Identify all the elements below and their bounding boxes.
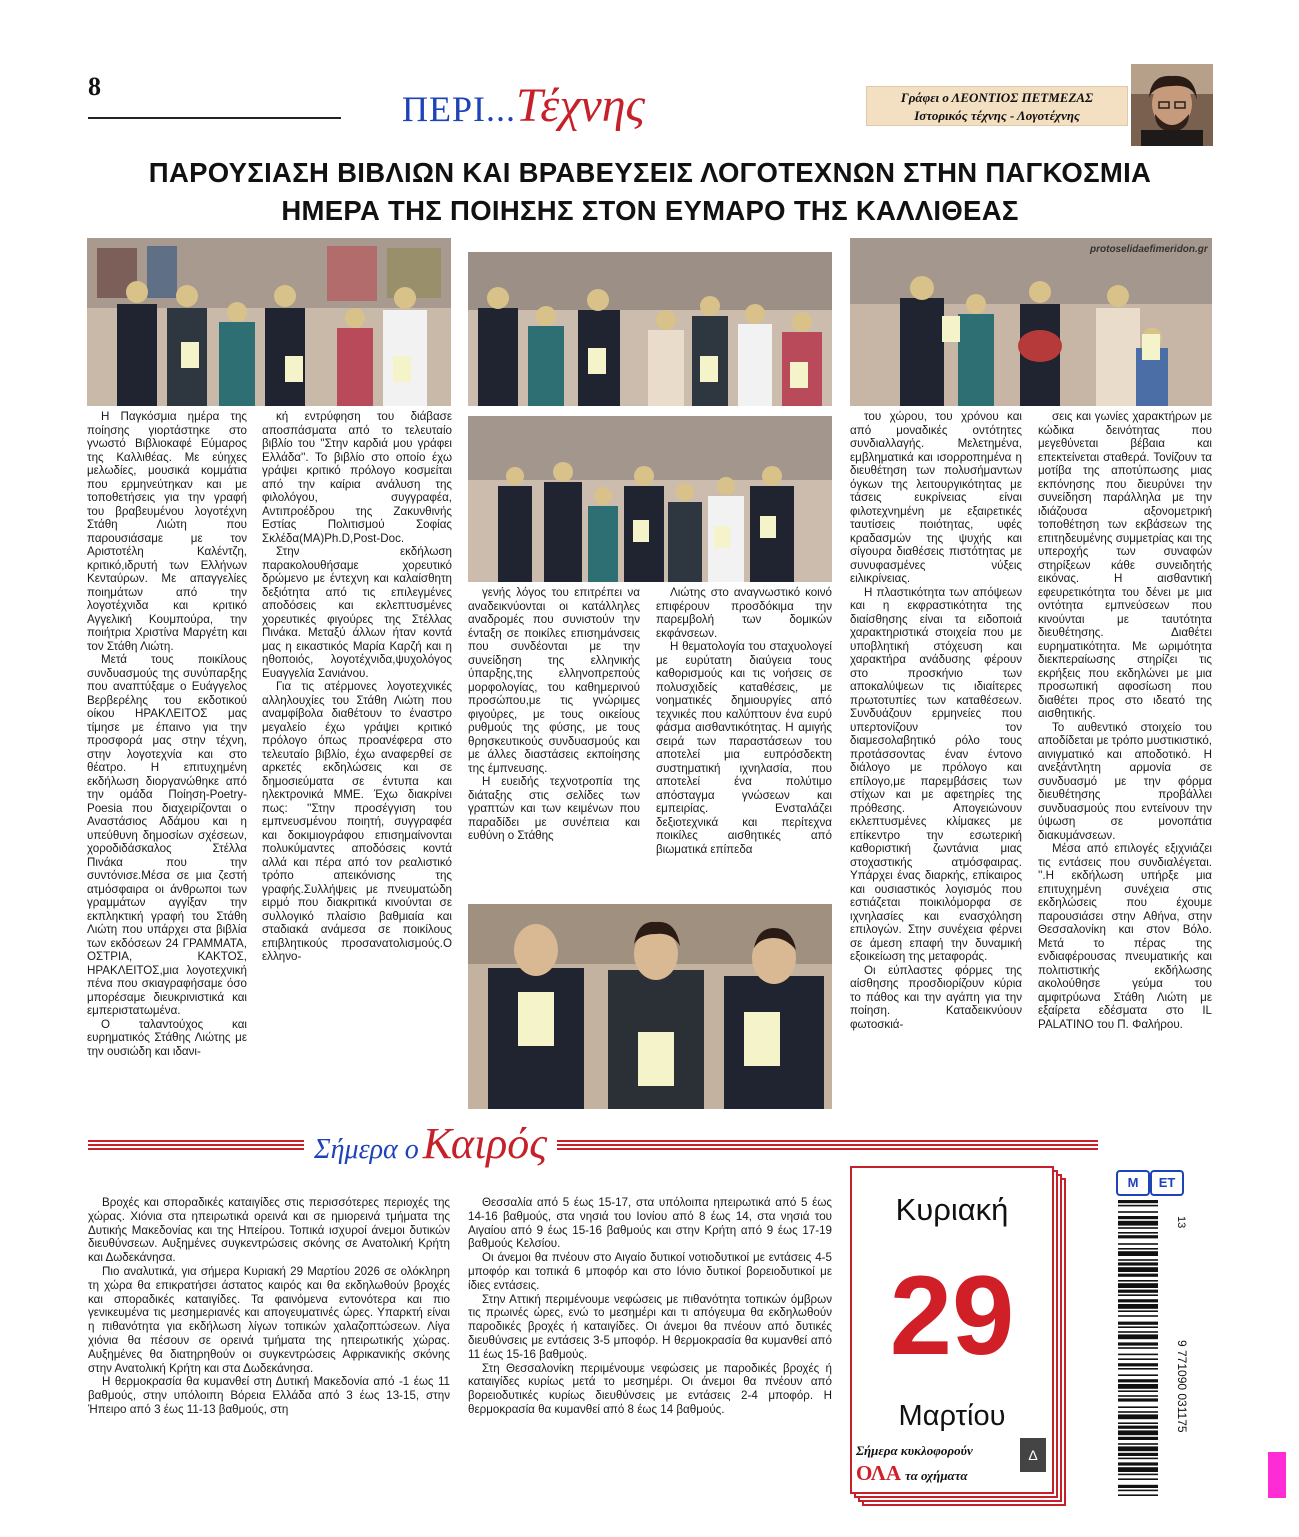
barcode-bar [1118,1379,1158,1382]
barcode-bar [1118,1227,1158,1229]
barcode-bar [1118,1310,1158,1312]
barcode-bar [1118,1283,1158,1288]
barcode-bar [1118,1294,1158,1296]
paragraph: Η θεματολογία του σταχυολογεί με ευρύτατη διαύγεια τους καθορισμούς και τις νοήσεις σε πολυσχιδείς καταθέσεις, με νοηματικές δημιουργίες από τεχνικές που καλύπτουν ένα ευρύ φάσμα αισθαντικότητας. Η αμιγής σειρά των παραστάσεων του αποτελεί μια ευπρόσδεκτη συστηματική ιχνηλασία, που αποτελεί ένα πολύτιμο απόσταγμα γνώσεων και εμπειρίας. Ενσταλάζει δεξιοτεχνικά και περίτεχνα ποικίλες αισθητικές από βιωματικά επίπεδα [656,640,832,856]
paragraph: Η πλαστικότητα των απόψεων και η εκφραστικότητα της διαίσθησης είναι τα ειδοποιά χαρακτηριστικά στοιχεία που με υποβλητική στόχευση και χαρακτήρα ανάδυσης φέρουν στο προσκήνιο των αποκαλύψεων τις ιδιαίτερες πρωτοτυπίες των καταθέσεων. Συνδυάζουν ερμηνείες που υπερτονίζουν τον διαμεσολαβητικό ρόλο τους προτάσσοντας έναν έντονο διάλογο με πρόλογο και επίλογο,με παρεμβάσεις των στίχων και με αφετηρίες της πρόθεσης. Απογειώνουν εκλεπτυσμένες κλίμακες με επίκεντρο την εσωτερική καθοριστική ζωντάνια μιας στοχαστικής ατμόσφαιρας. Υπάρχει ένας διαρκής, επίκαιρος και ουσιαστικός λογισμός που εστιάζεται ποικιλόμορφα σε ιχνηλασίες και ενασχόληση επιλογών. Στην συνέχεια φέρνει σε άμεση επαφή την δυναμική εξοικείωση της μεταφοράς. [850,585,1022,963]
article-column-6 [1038,410,1212,1031]
photo-group-3 [850,238,1212,406]
barcode-digits-box [1162,1210,1189,1500]
headline-line2: ΗΜΕΡΑ ΤΗΣ ΠΟΙΗΣΗΣ ΣΤΟΝ ΕΥΜΑΡΟ ΤΗΣ ΚΑΛΛΙΘΕΑΣ [281,195,1019,226]
met-logo-left: M [1116,1170,1150,1196]
paragraph: σεις και γωνίες χαρακτήρων με κώδικα δεινότητας που μεγεθύνεται βέβαια και επεκτείνεται σταθερά. Τονίζουν τα μοτίβα της αποτύπωσης μιας εκπόνησης που διευρύνει την συνείδηση παράλληλα με την ιδιάζουσα αξονομετρική τοποθέτηση των εκβάσεων της επιτηδευμένης συμμετρίας και της υπεροχής των συναφών στηρίξεων κάθε συνειδητής εικόνας. Η αισθαντική εφευρετικότητα του δένει με μια οντότητα εμπνεύσεων που κινούνται με ταυτότητα διευθέτησης. Διαθέτει ευρηματικότητα. Με ωριμότητα διεκπεραίωσης στηρίζει τις εκρήξεις που εκδηλώνει με μια προσωπική αφοσίωση που διαθέτει προς στο ιδεατό της αισθητικής. [1038,410,1212,720]
barcode-bar [1118,1390,1158,1392]
barcode-bar [1118,1322,1158,1325]
paragraph: Μετά τους ποικίλους συνδυασμούς της συνύπαρξης που αναπτύξαμε ο Ευάγγελος Βερβερέλης του εκδοτικού οίκου ΗΡΑΚΛΕΙΤΟΣ μας τίμησε με έπαινο για την προσφορά μας στην τέχνη, στην λογοτεχνία και στο θέατρο. Η επιτυχημένη εκδήλωση διοργανώθηκε από την ομάδα Ποίηση-Poetry-Poesia που διαχειρίζονται ο Αναστάσιος Αδάμου και η υπεύθυνη δημοσίων σχέσεων, χοροδιδάσκαλος Στέλλα Πινάκα που την συντόνισε.Μέσα σε μια ζεστή ατμόσφαιρα οι άνθρωποι των γραμμάτων αγγίξαν την εκπληκτική γραφή του Στάθη Λιώτη που υπάρχει στα βιβλία των εκδόσεων 24 ΓΡΑΜΜΑΤΑ, ΟΣΤΡΙΑ, ΚΑΚΤΟΣ, ΗΡΑΚΛΕΙΤΟΣ,μια λογοτεχνική πένα που σκιαγραφήσαμε όσο μπορέσαμε διευκρινιστικά και εμπεριστατωμένα. [87,653,247,1017]
calendar-date: 29 [889,1253,1015,1378]
section-title-part1: ΠΕΡΙ... [402,89,516,129]
traffic-note-vehicles: τα οχήματα [905,1468,968,1483]
barcode-bar [1118,1235,1158,1238]
section-title [402,78,645,133]
paragraph: Οι άνεμοι θα πνέουν στο Αιγαίο δυτικοί νοτιοδυτικοί με εντάσεις 4-5 μποφόρ και τοπικά 6 μποφόρ και στο Ιόνιο δυτικοί βορειοδυτικοί με ίδιες εντάσεις. [468,1251,832,1292]
barcode-bar [1118,1315,1158,1317]
traffic-note-all: ΟΛΑ [856,1461,902,1485]
paragraph: Η Παγκόσμια ημέρα της ποίησης γιορτάστηκε στο γνωστό Βιβλιοκαφέ Εύμαρος της Καλλιθέας. Με εύηχες μελωδίες, μουσικά κομμάτια που ερμηνεύτηκαν και με τοποθετήσεις για την γραφή του βραβευμένου λογοτέχνη Στάθη Λιώτη που παρουσιάσαμε με τον Αριστοτέλη Καλέντζη, κριτικό,ιδρυτή των Ελλήνων Κενταύρων. Με απαγγελίες ποιημάτων από την λογοτέχνιδα και κριτικό Αγγελική Κουμπούρα, την ποιήτρια Χριστίνα Μαργέτη και τον Στάθη Λιώτη. [87,410,247,653]
barcode-bar [1118,1251,1158,1256]
barcode-bar [1118,1406,1158,1408]
paragraph: Στην Αττική περιμένουμε νεφώσεις με πιθανότητα τοπικών όμβρων τις πρωινές ώρες, ενώ το μεσημέρι και τι απόγευμα θα εκδηλωθούν παροδικές βροχές ή καταιγίδες. Οι άνεμοι θα πνέουν από δυτικές διευθύνσεις με εντάσεις 3-5 μποφόρ. Η θερμοκρασία θα κυμανθεί από 11 έως 15-16 βαθμούς. [468,1292,832,1361]
barcode-bar [1118,1347,1158,1349]
barcode-bar [1118,1395,1158,1397]
barcode-bar [1118,1398,1158,1401]
color-registration-mark [1268,1452,1286,1498]
barcode-bar [1118,1453,1158,1456]
author-portrait [1131,64,1213,146]
barcode-bars [1118,1200,1162,1500]
barcode-bar [1118,1474,1158,1476]
barcode-bar [1118,1274,1158,1277]
barcode-bar [1118,1331,1158,1333]
barcode-bar [1118,1462,1158,1465]
paragraph: Για τις ατέρμονες λογοτεχνικές αλληλουχίες του Στάθη Λιώτη που αναμφίβολα διαθέτουν το έναστρο μεγαλείο έχω γράψει κριτικό πρόλογο όπως προανέφερα στο τελευταίο βιβλίο, έχω αναφερθεί σε αρκετές εκδηλώσεις και σε δημοσιεύματα σε έντυπα και ηλεκτρονικά ΜΜΕ. Έχω διακρίνει πως: ''Στην προσέγγιση του εμπνευσμένου ποιητή, συγγραφέα και δοκιμιογράφου επισημαίνονται πολυκύμαντες αποδόσεις κοντά αλλά και πέρα από τον ρεαλιστικό τρόπο απεικόνισης της γραφής.Συλλήψεις με πνευματώδη ειρμό που διακριτικά κινούνται σε συλλογικό πλαίσιο βαθμιαία και σταδιακά ανάμεσα σε ποικίλους επιβλητικούς προσανατολισμούς.Ο ελληνο- [262,680,452,963]
paragraph: Το αυθεντικό στοιχείο του αποδίδεται με τρόπο μυστικιστικό, αινιγματικό και αποδοτικό. Η ανεξάντλητη αρμονία σε συνδυασμό με την φόρμα διευθέτησης προβάλλει συνδυασμούς που εντείνουν την ύψωση σε μονοπάτια διακυμάνσεων. [1038,720,1212,842]
barcode-issue: 13 [1175,1216,1187,1229]
paragraph: Μέσα από επιλογές εξιχνιάζει τις εντάσεις που συνδιαλέγεται. ''.Η εκδήλωση υπήρξε μια επιτυχημένη συνέχεια στις εκδηλώσεις που έχουμε παρουσιάσει στην Αθήνα, στην Θεσσαλονίκη και στον Βόλο. Μετά το πέρας της ενδιαφέρουσας πνευματικής και πολιτιστικής εκδήλωσης ακολούθησε γεύμα του αμφιτρύωνα Στάθη Λιώτη με εξαίρετα εδέσματα στο IL PALATINO του Π. Φαλήρου. [1038,842,1212,1031]
barcode-bar [1118,1430,1158,1435]
paragraph: Λιώτης στο αναγνωστικό κοινό επιφέρουν προσδόκιμα την παρεμβολή των δομικών εκφάνσεων. [656,586,832,640]
barcode-bar [1118,1446,1158,1451]
paragraph: Θεσσαλία από 5 έως 15-17, στα υπόλοιπα ηπειρωτικά από 5 έως 14-16 βαθμούς, στα νησιά του Ιονίου από 8 έως 14, στα νησιά του Αιγαίου από 9 έως 15-16 βαθμούς και στην Κρήτη από 9 έως 17-19 βαθμούς Κελσίου. [468,1196,832,1251]
barcode-bar [1118,1437,1158,1440]
barcode-bar [1118,1221,1158,1226]
weather-column-2 [468,1196,832,1417]
barcode-bar [1118,1262,1158,1265]
barcode-bar [1118,1232,1158,1234]
paragraph: του χώρου, του χρόνου και από μοναδικές οντότητες συνδιαλλαγής. Μελετημένα, εμβληματικά και ισορροπημένα η διευθέτηση των πολυσήμαντων όγκων της λειτουργικότητας με τάσεις ευκρίνειας είναι φιλοτεχνημένη με εξαιρετικές ταυτίσεις ποιότητας, υφές κραδασμών της ψυχής και σίγουρα διαθέσεις πιστότητας με συνυφασμένες νύξεις ειλικρίνειας. [850,410,1022,585]
barcode-bar [1118,1478,1158,1480]
barcode-bar [1118,1467,1158,1472]
barcode-bar [1118,1299,1158,1302]
barcode-bar [1118,1374,1158,1376]
calendar-day: Κυριακή [895,1192,1009,1227]
photo-group-1 [87,238,451,406]
barcode-bar [1118,1411,1158,1413]
barcode-bar [1118,1490,1158,1492]
weather-title-text [304,1118,557,1169]
paragraph: Βροχές και σποραδικές καταιγίδες στις περισσότερες περιοχές της χώρας. Χιόνια στα ηπειρωτικά ορεινά και σε ημιορεινά τμήματα της Δυτικής Μακεδονίας και της Ηπείρου. Τοπικά ισχυροί άνεμοι δυτικών διευθύνσεων. Αυξημένες συγκεντρώσεις σκόνης σε Ανατολική Κρήτη και Δωδεκάνησα. [88,1196,450,1265]
barcode-bar [1118,1205,1158,1207]
barcode-bar [1118,1426,1158,1429]
photo-group-4 [468,416,832,582]
photo-group-2 [468,252,832,406]
article-column-3 [468,586,640,843]
date-calendar [850,1166,1054,1494]
barcode-bar [1118,1494,1158,1496]
barcode-bar [1118,1216,1158,1219]
barcode-bar [1118,1334,1158,1339]
barcode-bar [1118,1326,1158,1328]
paragraph: Η θερμοκρασία θα κυμανθεί στη Δυτική Μακεδονία από -1 έως 11 βαθμούς, στην υπόλοιπη Βόρεια Ελλάδα από 3 έως 13-15, στην Ήπειρο από 3 έως 11-13 βαθμούς, στη [88,1375,450,1416]
weather-title-rule-middle [88,1144,1098,1146]
met-logo [1116,1170,1186,1196]
author-title: Ιστορικός τέχνης - Λογοτέχνης [914,108,1080,123]
barcode-bar [1118,1422,1158,1424]
paragraph: Ο ταλαντούχος και ευρηματικός Στάθης Λιώτης με την ουσιώδη και ιδανι- [87,1017,247,1058]
barcode-bar [1118,1342,1158,1345]
barcode-bar [1118,1414,1158,1419]
watermark: protoselidaefimeridon.gr [1090,244,1208,255]
headline [60,154,1240,230]
article-column-1 [87,410,247,1058]
article-column-4 [656,586,832,856]
section-title-part2: Τέχνης [516,79,646,132]
photo-group-5 [468,904,832,1109]
barcode-bar [1118,1304,1158,1309]
weather-title [88,1119,1098,1168]
barcode-bar [1118,1211,1158,1213]
page-number-rule [88,117,341,119]
traffic-logo: Δ [1020,1438,1046,1472]
paragraph: Οι εύπλαστες φόρμες της αίσθησης προσδιορίζουν κύρια το πάθος και την αγάπη για την ποίηση. Καταδεικνύουν φωτοσκιά- [850,963,1022,1031]
paragraph: κή εντρύφηση του διάβασε αποσπάσματα από το τελευταίο βιβλίο του ''Στην καρδιά μου γράφει Ελλάδα''. Το βιβλίο στο οποίο έχω γράψει κριτικό πρόλογο κοσμείται από την καίρια ανάλυση της φιλολόγου, συγγραφέα, Αντιπροέδρου της Ζακυνθινής Εστίας Πολιτισμού Σοφίας Σκλέδα(ΜΑ)Ph.D,Post-Doc. [262,410,452,545]
article-column-2 [262,410,452,964]
barcode-bar [1118,1243,1158,1245]
barcode-digits: 9 771090 031175 [1175,1340,1189,1433]
barcode-bar [1118,1248,1158,1250]
article-column-5 [850,410,1022,1031]
calendar-month: Μαρτίου [898,1400,1006,1432]
barcode-bar [1118,1280,1158,1282]
paragraph: Στη Θεσσαλονίκη περιμένουμε νεφώσεις με παροδικές βροχές ή καταιγίδες κυρίως μετά το μεσημέρι. Οι άνεμοι θα πνέουν από βορειοδυτικές κυρίως διευθύνσεις με εντάσεις 2-4 μποφόρ. Η θερμοκρασία θα κυμανθεί από 8 έως 14 βαθμούς. [468,1361,832,1416]
met-logo-right: ET [1150,1170,1184,1196]
barcode-bar [1118,1363,1158,1366]
barcode-bar [1118,1368,1158,1370]
weather-column-1 [88,1196,450,1417]
paragraph: Πιο αναλυτικά, για σήμερα Κυριακή 29 Μαρτίου 2026 σε ολόκληρη τη χώρα θα επικρατήσει άστατος καιρός και θα εκδηλωθούν βροχές και σποραδικές καταιγίδες. Τα φαινόμενα εντονότερα και πιο γενικευμένα τις μεσημεριανές και απογευματινές ώρες. Υπαρκτή είναι η πιθανότητα για εκδήλωση λίγων τοπικών χαλαζοπτώσεων. Λίγα χιόνια θα πέσουν σε ορεινά τμήματα της ηπειρωτικής χώρας. Αυξημένες θα διατηρηθούν οι συγκεντρώσεις Αφρικανικής σκόνης στην Ανατολική Κρήτη και στα Δωδεκάνησα. [88,1264,450,1375]
barcode-bar [1118,1267,1158,1272]
barcode-bar [1118,1358,1158,1360]
traffic-note-line1: Σήμερα κυκλοφορούν [856,1443,973,1458]
headline-line1: ΠΑΡΟΥΣΙΑΣΗ ΒΙΒΛΙΩΝ ΚΑΙ ΒΡΑΒΕΥΣΕΙΣ ΛΟΓΟΤΕΧΝΩΝ ΣΤΗΝ ΠΑΓΚΟΣΜΙΑ [148,157,1152,188]
weather-title-part1: Σήμερα ο [314,1134,419,1165]
paragraph: Στην εκδήλωση παρακολουθήσαμε χορευτικό δρώμενο με έντεχνη και καλαίσθητη δεξιότητα από τις επιλεγμένες αποδόσεις και εκλεπτυσμένες χορευτικές φιγούρες της Στέλλας Πινάκα. Μεταξύ άλλων ήταν κοντά μας η εικαστικός Μαρία Καρζή και η ηθοποιός, λογοτέχνιδα,ψυχολόγος Ευαγγελία Σανιάνου. [262,545,452,680]
barcode-bar [1118,1384,1158,1389]
paragraph: γενής λόγος του επιτρέπει να αναδεικνύονται οι κατάλληλες αναδρομές που συνιστούν την ένταξη σε ποικίλες επισημάνσεις που συνδέονται με την συνείδηση της ελληνικής ύπαρξης,της ελληνοπρεπούς μορφολογίας, του καθημερινού προσώπου,με τις γνώριμες φιγούρες, με τους οικείους ρυθμούς της φύσης, με τους θρησκευτικούς συνδυασμούς και με άλλες διαστάσεις εκποίησης της έμπνευσης. [468,586,640,775]
barcode-bar [1118,1200,1158,1203]
traffic-note-line2 [856,1461,968,1486]
paragraph: Η ευειδής τεχνοτροπία της διάταξης στις σελίδες των γραπτών και των κειμένων που παραδίδει με συνέπεια και ευθύνη ο Στάθης [468,775,640,842]
barcode-bar [1118,1290,1158,1293]
page-number: 8 [88,72,101,101]
barcode-bar [1118,1443,1158,1445]
author-byline [866,86,1128,126]
barcode-bar [1118,1354,1158,1356]
barcode-bar [1118,1458,1158,1460]
barcode-bar [1118,1485,1158,1488]
author-name: Γράφει ο ΛΕΟΝΤΙΟΣ ΠΕΤΜΕΖΑΣ [900,90,1094,105]
weather-title-part2: Καιρός [422,1119,548,1168]
barcode-bar [1118,1259,1158,1261]
